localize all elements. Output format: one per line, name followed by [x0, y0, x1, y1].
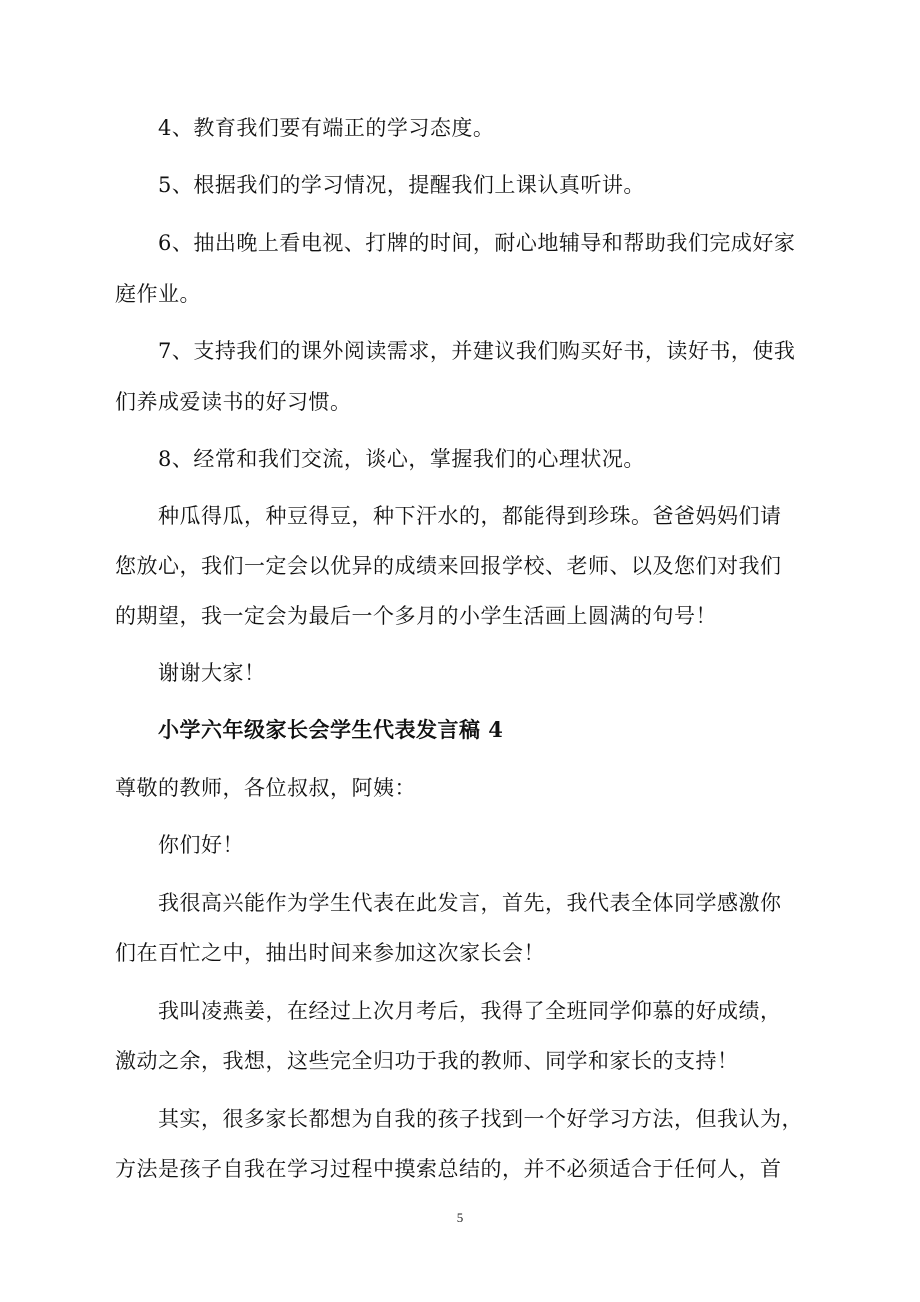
section-heading: 小学六年级家长会学生代表发言稿 4 [158, 717, 504, 742]
paragraph-line: 们养成爱读书的好习惯。 [115, 390, 352, 414]
paragraph-line: 8、经常和我们交流，谈心，掌握我们的心理状况。 [158, 447, 645, 471]
paragraph-line: 您放心，我们一定会以优异的成绩来回报学校、老师、以及您们对我们 [115, 554, 782, 578]
greeting-line: 你们好！ [158, 833, 244, 857]
paragraph-line: 种瓜得瓜，种豆得豆，种下汗水的，都能得到珍珠。爸爸妈妈们请 [158, 504, 782, 528]
paragraph-line: 的期望，我一定会为最后一个多月的小学生活画上圆满的句号！ [115, 604, 717, 628]
paragraph-line: 4、教育我们要有端正的学习态度。 [158, 116, 495, 140]
paragraph-line: 其实，很多家长都想为自我的孩子找到一个好学习方法，但我认为， [158, 1107, 803, 1131]
paragraph-line: 庭作业。 [115, 282, 201, 306]
page-number: 5 [456, 1210, 464, 1225]
paragraph-line: 们在百忙之中，抽出时间来参加这次家长会！ [115, 941, 545, 965]
salutation-line: 尊敬的教师，各位叔叔，阿姨： [115, 776, 416, 800]
paragraph-line: 7、支持我们的课外阅读需求，并建议我们购买好书，读好书，使我 [158, 339, 796, 363]
paragraph-line: 方法是孩子自我在学习过程中摸索总结的，并不必须适合于任何人，首 [115, 1157, 782, 1181]
paragraph-line: 激动之余，我想，这些完全归功于我的教师、同学和家长的支持！ [115, 1049, 739, 1073]
paragraph-line: 我叫凌燕姜，在经过上次月考后，我得了全班同学仰慕的好成绩， [158, 999, 782, 1023]
paragraph-line: 6、抽出晚上看电视、打牌的时间，耐心地辅导和帮助我们完成好家 [158, 231, 796, 255]
paragraph-line: 谢谢大家！ [158, 661, 266, 685]
paragraph-line: 5、根据我们的学习情况，提醒我们上课认真听讲。 [158, 173, 645, 197]
paragraph-line: 我很高兴能作为学生代表在此发言，首先，我代表全体同学感激你 [158, 891, 782, 915]
